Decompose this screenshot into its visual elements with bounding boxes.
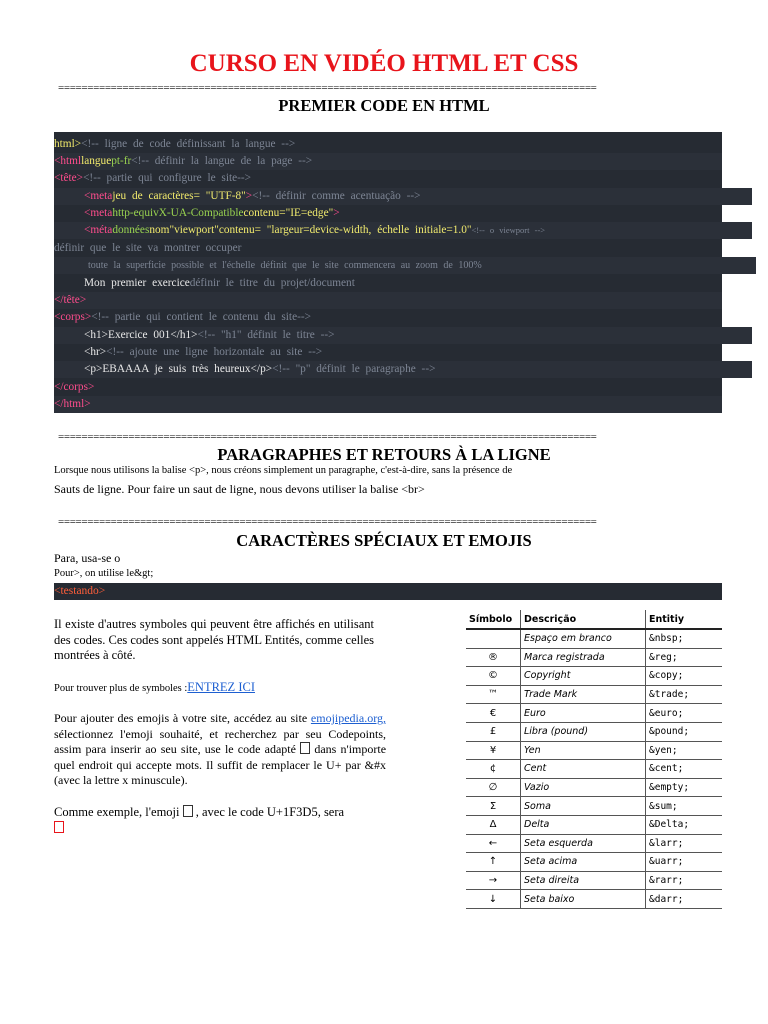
code-line: </html> bbox=[54, 396, 722, 413]
code-line: toute la superficie possible et l'échelle définit que le site commencera au zoom de 100% bbox=[54, 257, 756, 274]
entities-paragraph: Il existe d'autres symboles qui peuvent être affichés en utilisant des codes. Ces codes sont appelés HTML Entités, comme celles montrées à côté. bbox=[54, 617, 374, 662]
entity-cell: &sum; bbox=[646, 797, 723, 816]
code-line: <métadonnéesnom"viewport"contenu= "largeur=device-width, échelle initiale=1.0"<!-- o viewport --> bbox=[54, 222, 752, 239]
emoji-paragraph bbox=[54, 711, 386, 789]
symbol-cell: © bbox=[466, 667, 521, 686]
emoji-example-text: Comme exemple, l'emoji bbox=[54, 805, 180, 819]
code-line: html><!-- ligne de code définissant la langue --> bbox=[54, 138, 296, 150]
entity-cell: &pound; bbox=[646, 722, 723, 741]
find-symbols-line bbox=[54, 680, 315, 695]
entity-cell: &nbsp; bbox=[646, 629, 723, 648]
symbol-cell: Δ bbox=[466, 815, 521, 834]
entity-cell: &larr; bbox=[646, 834, 723, 853]
entity-cell: &empty; bbox=[646, 778, 723, 797]
emoji-text: sélectionnez l'emoji souhaité, et recherchez par seu Codepoints, assim para inserir ao seu site, use le code adapté bbox=[54, 726, 386, 756]
description-cell: Seta acima bbox=[521, 853, 646, 872]
symbol-cell: ¥ bbox=[466, 741, 521, 760]
entity-cell: &cent; bbox=[646, 760, 723, 779]
code-line: <metajeu de caractères= "UTF-8"><!-- définir comme acentuação --> bbox=[54, 188, 752, 205]
code-line: <p>EBAAAA je suis très heureux</p><!-- "p" définit le paragraphe --> bbox=[54, 361, 752, 378]
emoji-placeholder-icon bbox=[300, 742, 310, 754]
section-heading-caracteres: CARACTÈRES SPÉCIAUX ET EMOJIS bbox=[236, 531, 532, 550]
column-header-symbol: Símbolo bbox=[466, 610, 521, 629]
description-cell: Copyright bbox=[521, 667, 646, 686]
code-line: <hr><!-- ajoute une ligne horizontale au site --> bbox=[84, 346, 323, 358]
entity-cell: &copy; bbox=[646, 667, 723, 686]
description-cell: Seta esquerda bbox=[521, 834, 646, 853]
entity-cell: &trade; bbox=[646, 685, 723, 704]
description-cell: Trade Mark bbox=[521, 685, 646, 704]
separator: ============================================================================================ bbox=[58, 82, 597, 94]
camping-emoji-icon bbox=[183, 805, 193, 817]
entity-cell: &yen; bbox=[646, 741, 723, 760]
symbol-cell: Σ bbox=[466, 797, 521, 816]
code-line: <corps><!-- partie qui contient le contenu du site--> bbox=[54, 311, 311, 323]
entity-cell: &reg; bbox=[646, 648, 723, 667]
symbol-cell bbox=[466, 629, 521, 648]
entities-table bbox=[466, 610, 722, 909]
description-cell: Yen bbox=[521, 741, 646, 760]
description-cell: Soma bbox=[521, 797, 646, 816]
symbol-cell: ∅ bbox=[466, 778, 521, 797]
entity-cell: &Delta; bbox=[646, 815, 723, 834]
symbol-cell: ¢ bbox=[466, 760, 521, 779]
code-bar bbox=[54, 583, 722, 600]
paragraph-text: Lorsque nous utilisons la balise <p>, nous créons simplement un paragraphe, c'est-à-dire, sans la présence de bbox=[54, 465, 513, 476]
table-row bbox=[466, 704, 722, 723]
find-symbols-label: Pour trouver plus de symboles : bbox=[54, 683, 188, 694]
description-cell: Seta direita bbox=[521, 871, 646, 890]
section-heading-paragraphes: PARAGRAPHES ET RETOURS À LA LIGNE bbox=[217, 445, 551, 464]
table-row bbox=[466, 797, 722, 816]
code-line: </corps> bbox=[54, 381, 95, 393]
text-line: Pour>, on utilise le&gt; bbox=[54, 568, 154, 579]
table-row bbox=[466, 741, 722, 760]
column-header-description: Descrição bbox=[521, 610, 646, 629]
emoji-text: dans n'importe quel endroit qui accepte mots. Il suffit de remplacer le U+ par &#x (avec la lettre x minuscule). bbox=[54, 742, 387, 787]
description-cell: Vazio bbox=[521, 778, 646, 797]
table-row bbox=[466, 871, 722, 890]
code-line: <h1>Exercice 001</h1><!-- "h1" définit le titre --> bbox=[54, 327, 752, 344]
code-line: <metahttp-equivX-UA-Compatiblecontenu="IE=edge"> bbox=[84, 207, 340, 219]
code-block bbox=[54, 132, 722, 412]
table-header-row bbox=[466, 610, 722, 629]
description-cell: Euro bbox=[521, 704, 646, 723]
symbol-cell: £ bbox=[466, 722, 521, 741]
emoji-example bbox=[54, 805, 399, 836]
symbol-cell: ← bbox=[466, 834, 521, 853]
table-row bbox=[466, 834, 722, 853]
description-cell: Libra (pound) bbox=[521, 722, 646, 741]
table-row bbox=[466, 853, 722, 872]
symbol-cell: ™ bbox=[466, 685, 521, 704]
text-line: Para, usa-se o bbox=[54, 551, 121, 565]
code-line: Mon premier exercicedéfinir le titre du projet/document bbox=[84, 277, 355, 289]
symbol-cell: ↑ bbox=[466, 853, 521, 872]
symbol-cell: → bbox=[466, 871, 521, 890]
description-cell: Marca registrada bbox=[521, 648, 646, 667]
code-bar-text: <testando> bbox=[54, 585, 106, 597]
code-line: définir que le site va montrer occuper bbox=[54, 242, 242, 254]
description-cell: Seta baixo bbox=[521, 890, 646, 909]
separator: ============================================================================================ bbox=[58, 516, 597, 528]
table-row bbox=[466, 890, 722, 909]
paragraph-text: Sauts de ligne. Pour faire un saut de ligne, nous devons utiliser la balise <br> bbox=[54, 482, 425, 496]
separator: ============================================================================================ bbox=[58, 431, 597, 443]
code-line: <htmllanguept-fr<!-- définir la langue de la page --> bbox=[54, 153, 722, 170]
emojipedia-link[interactable]: emojipedia.org, bbox=[310, 711, 386, 725]
table-row bbox=[466, 685, 722, 704]
table-row bbox=[466, 648, 722, 667]
entrez-ici-link[interactable]: ENTREZ ICI bbox=[187, 680, 255, 694]
code-line: </tête> bbox=[54, 292, 722, 309]
symbol-cell: ® bbox=[466, 648, 521, 667]
description-cell: Espaço em branco bbox=[521, 629, 646, 648]
column-header-entity: Entitiy bbox=[646, 610, 723, 629]
symbol-cell: € bbox=[466, 704, 521, 723]
table-row bbox=[466, 629, 722, 648]
page-title: CURSO EN VIDÉO HTML ET CSS bbox=[189, 50, 579, 77]
entity-cell: &rarr; bbox=[646, 871, 723, 890]
table-row bbox=[466, 667, 722, 686]
table-row bbox=[466, 722, 722, 741]
description-cell: Cent bbox=[521, 760, 646, 779]
section-heading-premier-code: PREMIER CODE EN HTML bbox=[278, 96, 490, 115]
code-line: <tête><!-- partie qui configure le site--> bbox=[54, 172, 252, 184]
table-row bbox=[466, 778, 722, 797]
symbol-cell: ↓ bbox=[466, 890, 521, 909]
emoji-text: Pour ajouter des emojis à votre site, accédez au site bbox=[54, 711, 311, 725]
emoji-example-text: , avec le code U+1F3D5, sera bbox=[192, 805, 345, 819]
description-cell: Delta bbox=[521, 815, 646, 834]
entity-cell: &uarr; bbox=[646, 853, 723, 872]
camping-emoji-rendered-icon bbox=[54, 821, 64, 833]
table-row bbox=[466, 815, 722, 834]
entity-cell: &euro; bbox=[646, 704, 723, 723]
entity-cell: &darr; bbox=[646, 890, 723, 909]
table-row bbox=[466, 760, 722, 779]
